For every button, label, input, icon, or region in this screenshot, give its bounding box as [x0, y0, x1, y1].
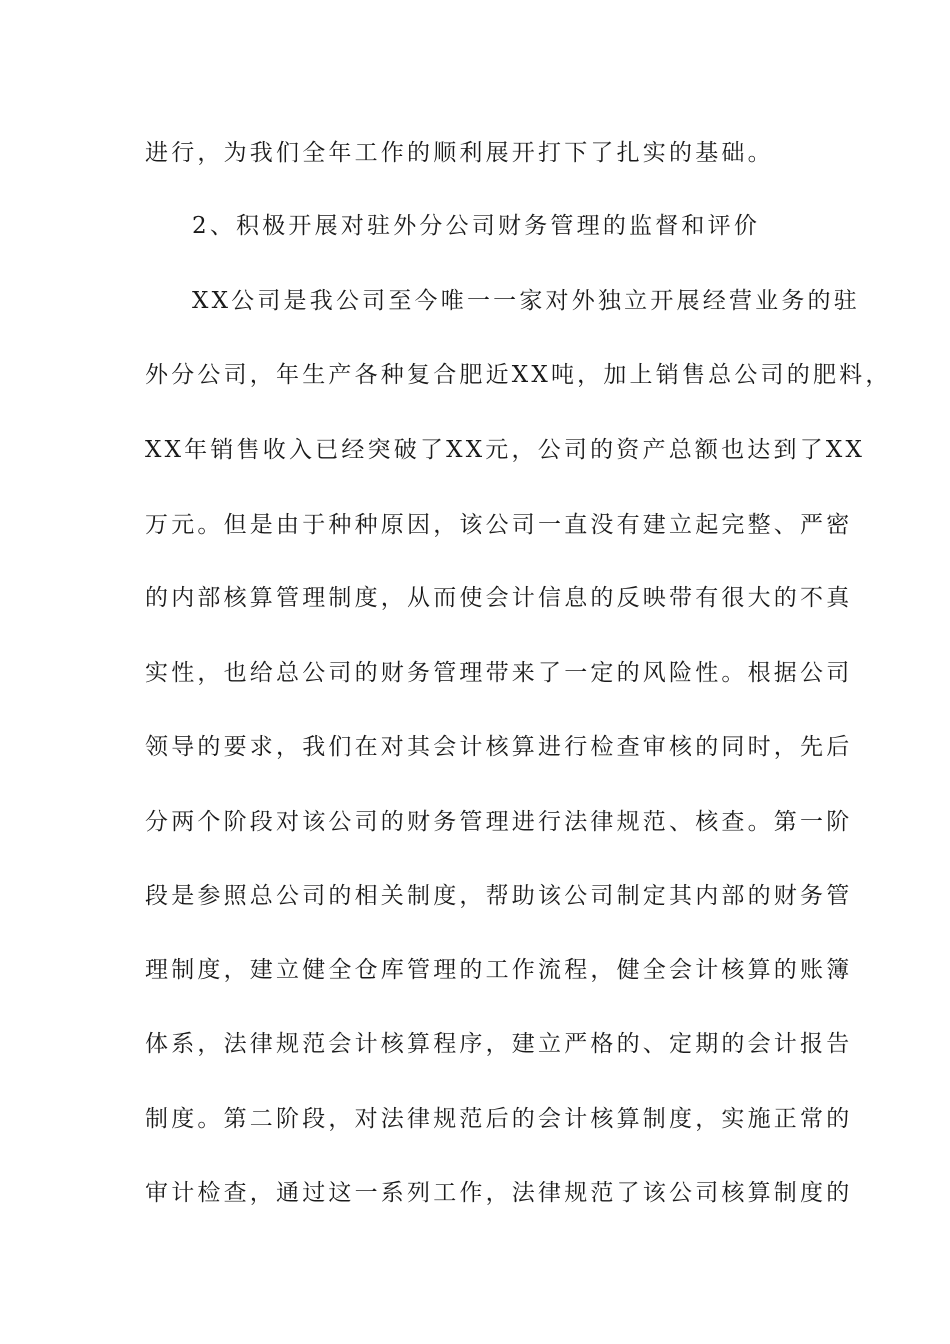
paragraph-line: 外分公司，年生产各种复合肥近XX吨，加上销售总公司的肥料， — [145, 362, 892, 388]
paragraph-line: 分两个阶段对该公司的财务管理进行法律规范、核查。第一阶 — [145, 809, 853, 835]
paragraph-line: 段是参照总公司的相关制度，帮助该公司制定其内部的财务管 — [145, 883, 853, 909]
section-heading: 2、积极开展对驻外分公司财务管理的监督和评价 — [192, 213, 761, 239]
paragraph-line: XX公司是我公司至今唯一一家对外独立开展经营业务的驻 — [192, 288, 860, 314]
paragraph-line: XX年销售收入已经突破了XX元，公司的资产总额也达到了XX — [145, 437, 866, 463]
paragraph-line: 万元。但是由于种种原因，该公司一直没有建立起完整、严密 — [145, 512, 853, 538]
paragraph-line: 审计检查，通过这一系列工作，法律规范了该公司核算制度的 — [145, 1180, 853, 1206]
paragraph-line: 实性，也给总公司的财务管理带来了一定的风险性。根据公司 — [145, 660, 853, 686]
paragraph-line: 体系，法律规范会计核算程序，建立严格的、定期的会计报告 — [145, 1031, 853, 1057]
paragraph-line: 理制度，建立健全仓库管理的工作流程，健全会计核算的账簿 — [145, 957, 853, 983]
paragraph-line: 的内部核算管理制度，从而使会计信息的反映带有很大的不真 — [145, 585, 853, 611]
paragraph-line: 进行，为我们全年工作的顺利展开打下了扎实的基础。 — [145, 140, 774, 166]
paragraph-line: 领导的要求，我们在对其会计核算进行检查审核的同时，先后 — [145, 734, 853, 760]
paragraph-line: 制度。第二阶段，对法律规范后的会计核算制度，实施正常的 — [145, 1106, 853, 1132]
